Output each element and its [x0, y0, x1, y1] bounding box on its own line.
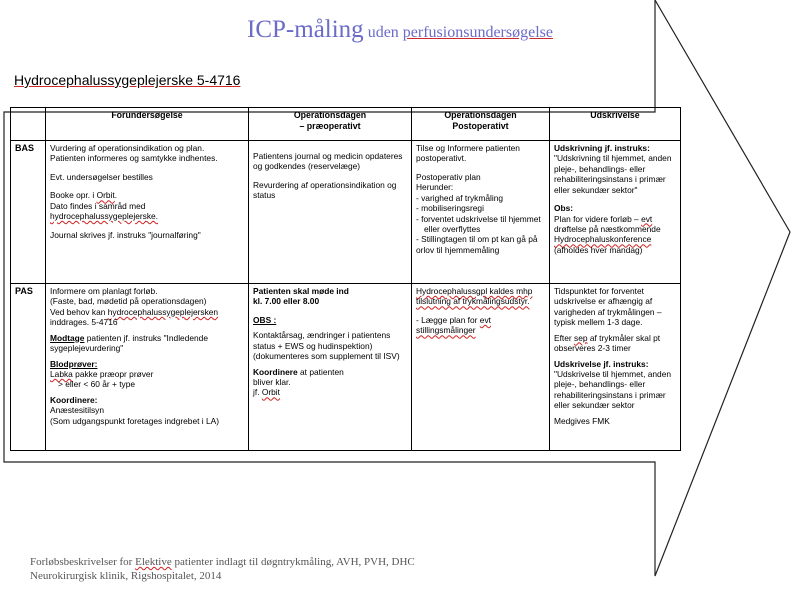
corner-cell [11, 108, 46, 141]
cell-pas-forundersogelse: Informere om planlagt forløb. (Faste, bad, mødetid på operationsdagen) Ved behov kan hydrocephalussygeplejersken inddrages. 5-4716 Modtage patienten jf. instruks "Indledende sygeplejevurdering" Blodprøver: Labka pakke præopr prøver > eller < 60 år + type Koordinere: Anæstesitilsyn (Som udgangspunkt foretages indgrebet i LA) [46, 284, 249, 451]
column-header-forundersogelse: Forundersøgelse [46, 108, 249, 141]
cell-pas-udskrivelse: Tidspunktet for forventet udskrivelse er afhængig af varigheden af trykmålingen – typisk mellem 1-3 dage. Efter sep af trykmåler skal pt observeres 2-3 timer Udskrivelse jf. instruks: "Udskrivelse til hjemmet, anden plejе-, behandlings- eller rehabiliteringsinstans i primær eller sekundær sektor Medgives FMK [550, 284, 681, 451]
cell-pas-post: Hydrocephalussgpl kaldes mhp tilslutning af trykmålingsudstyr. - Lægge plan for evt stillingsmålinger [412, 284, 550, 451]
column-header-operationsdagen-post: Operationsdagen Postoperativt [412, 108, 550, 141]
cell-bas-udskrivelse: Udskrivning jf. instruks: "Udskrivning til hjemmet, anden pleje-, behandlings- eller rehabiliteringsinstans i primær eller sekundær sektor" Obs: Plan for videre forløb – evt drøftelse på næstkommende Hydrocephaluskonference (afholdes hver mandag) [550, 141, 681, 284]
pathway-table [10, 107, 681, 451]
row-label-bas: BAS [11, 141, 46, 284]
header-row [11, 108, 681, 141]
cell-bas-forundersogelse: Vurdering af operationsindikation og plan. Patienten informeres og samtykke indhentes. Evt. undersøgelser bestilles Booke opr. i Orbit. Dato findes i samråd med hydrocephalussygeplejerske. Journal skrives jf. instruks "journalføring" [46, 141, 249, 284]
row-label-pas: PAS [11, 284, 46, 451]
footer: Forløbsbeskrivelser for Elektive patienter indlagt til døgntrykmåling, AVH, PVH, DHC Neurokirurgisk klinik, Rigshospitalet, 2014 [30, 556, 415, 582]
title-link[interactable]: perfusionsundersøgelse [402, 24, 553, 41]
table-row-pas [11, 284, 681, 451]
cell-bas-pre: Patientens journal og medicin opdateres og godkendes (reservelæge) Revurdering af operationsindikation og status [249, 141, 412, 284]
table-row-bas [11, 141, 681, 284]
column-header-udskrivelse: Udskrivelse [550, 108, 681, 141]
cell-bas-post: Tilse og Informere patienten postoperativt. Postoperativ plan Herunder: - varighed af trykmåling - mobiliseringsregi - forventet udskrivelse til hjemmet eller overflyttes - Stillingtagen til om pt kan gå på orlov til hjemmemåling [412, 141, 550, 284]
page-title: ICP-måling uden perfusionsundersøgelse [247, 16, 553, 43]
cell-pas-pre: Patienten skal møde ind kl. 7.00 eller 8.00 OBS : Kontaktårsag, ændringer i patientens status + EWS og hudinspektion) (dokumenteres som supplement til ISV) Koordinere at patienten bliver klar. jf. Orbit [249, 284, 412, 451]
column-header-operationsdagen-pre: Operationsdagen – præoperativt [249, 108, 412, 141]
contact-line: Hydrocephalussygeplejerske 5-4716 [14, 72, 241, 88]
